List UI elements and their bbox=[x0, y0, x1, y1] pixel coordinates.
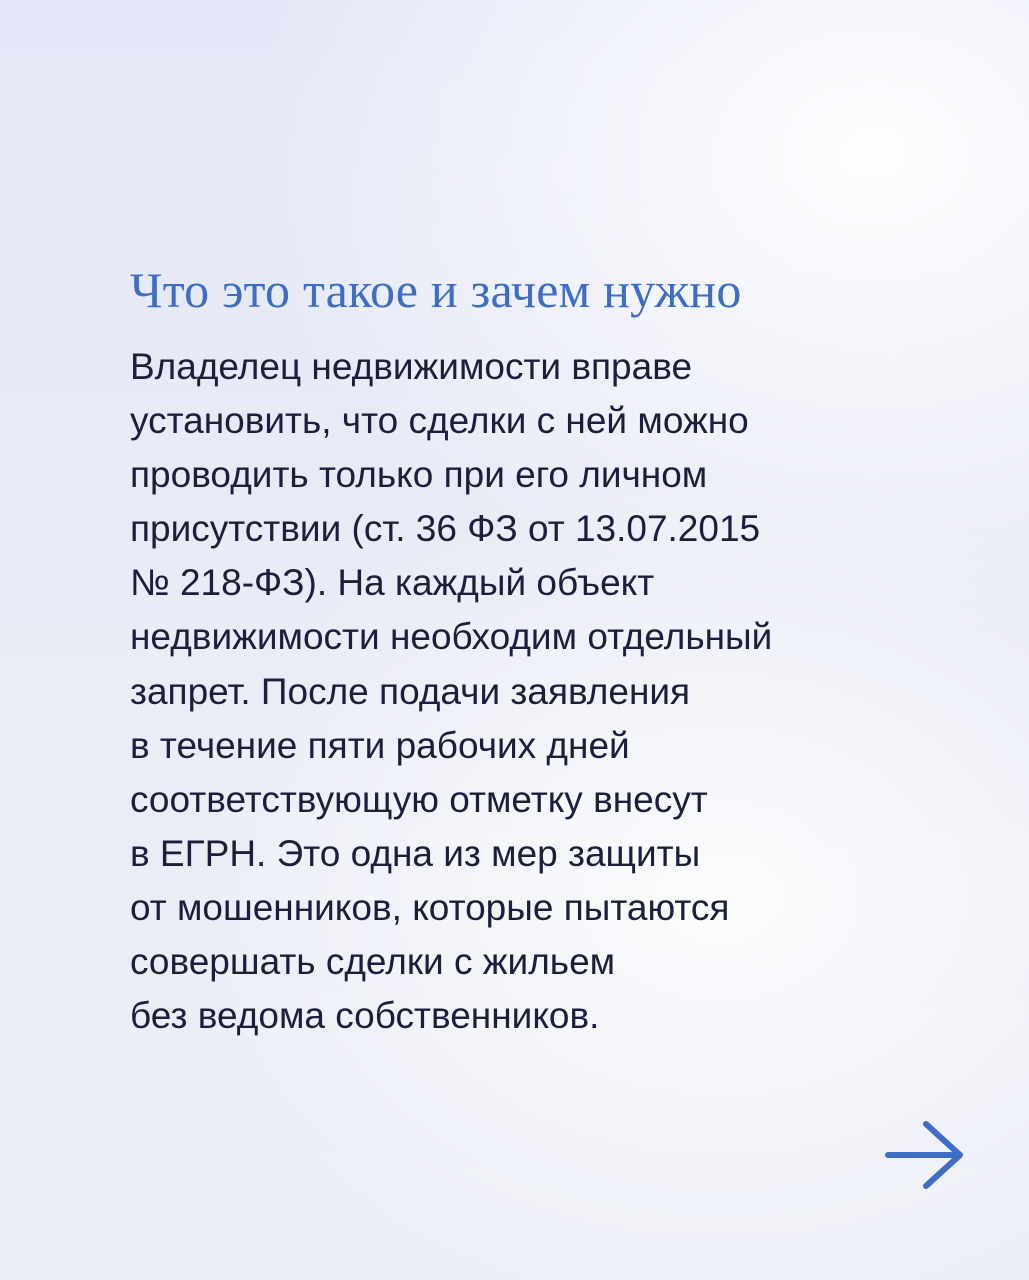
body-line: установить, что сделки с ней можно bbox=[130, 400, 749, 442]
body-line: недвижимости необходим отдельный bbox=[130, 616, 773, 658]
body-line: в течение пяти рабочих дней bbox=[130, 724, 630, 766]
body-line: запрет. После подачи заявления bbox=[130, 670, 691, 712]
body-line: присутствии (ст. 36 ФЗ от 13.07.2015 bbox=[130, 508, 761, 550]
body-line: соответствующую отметку внесут bbox=[130, 778, 708, 820]
next-slide-button[interactable] bbox=[884, 1120, 966, 1190]
body-paragraph bbox=[130, 340, 950, 1043]
arrow-right-icon bbox=[884, 1120, 966, 1190]
body-line: в ЕГРН. Это одна из мер защиты bbox=[130, 832, 701, 874]
body-line: Владелец недвижимости вправе bbox=[130, 346, 693, 387]
body-line: без ведома собственников. bbox=[130, 995, 600, 1037]
body-line: № 218-ФЗ). На каждый объект bbox=[130, 562, 655, 604]
body-line: от мошенников, которые пытаются bbox=[130, 886, 730, 928]
body-line: совершать сделки с жильем bbox=[130, 941, 616, 983]
page-title: Что это такое и зачем нужно bbox=[130, 262, 742, 318]
body-line: проводить только при его личном bbox=[130, 454, 708, 496]
content-card bbox=[130, 258, 950, 1043]
